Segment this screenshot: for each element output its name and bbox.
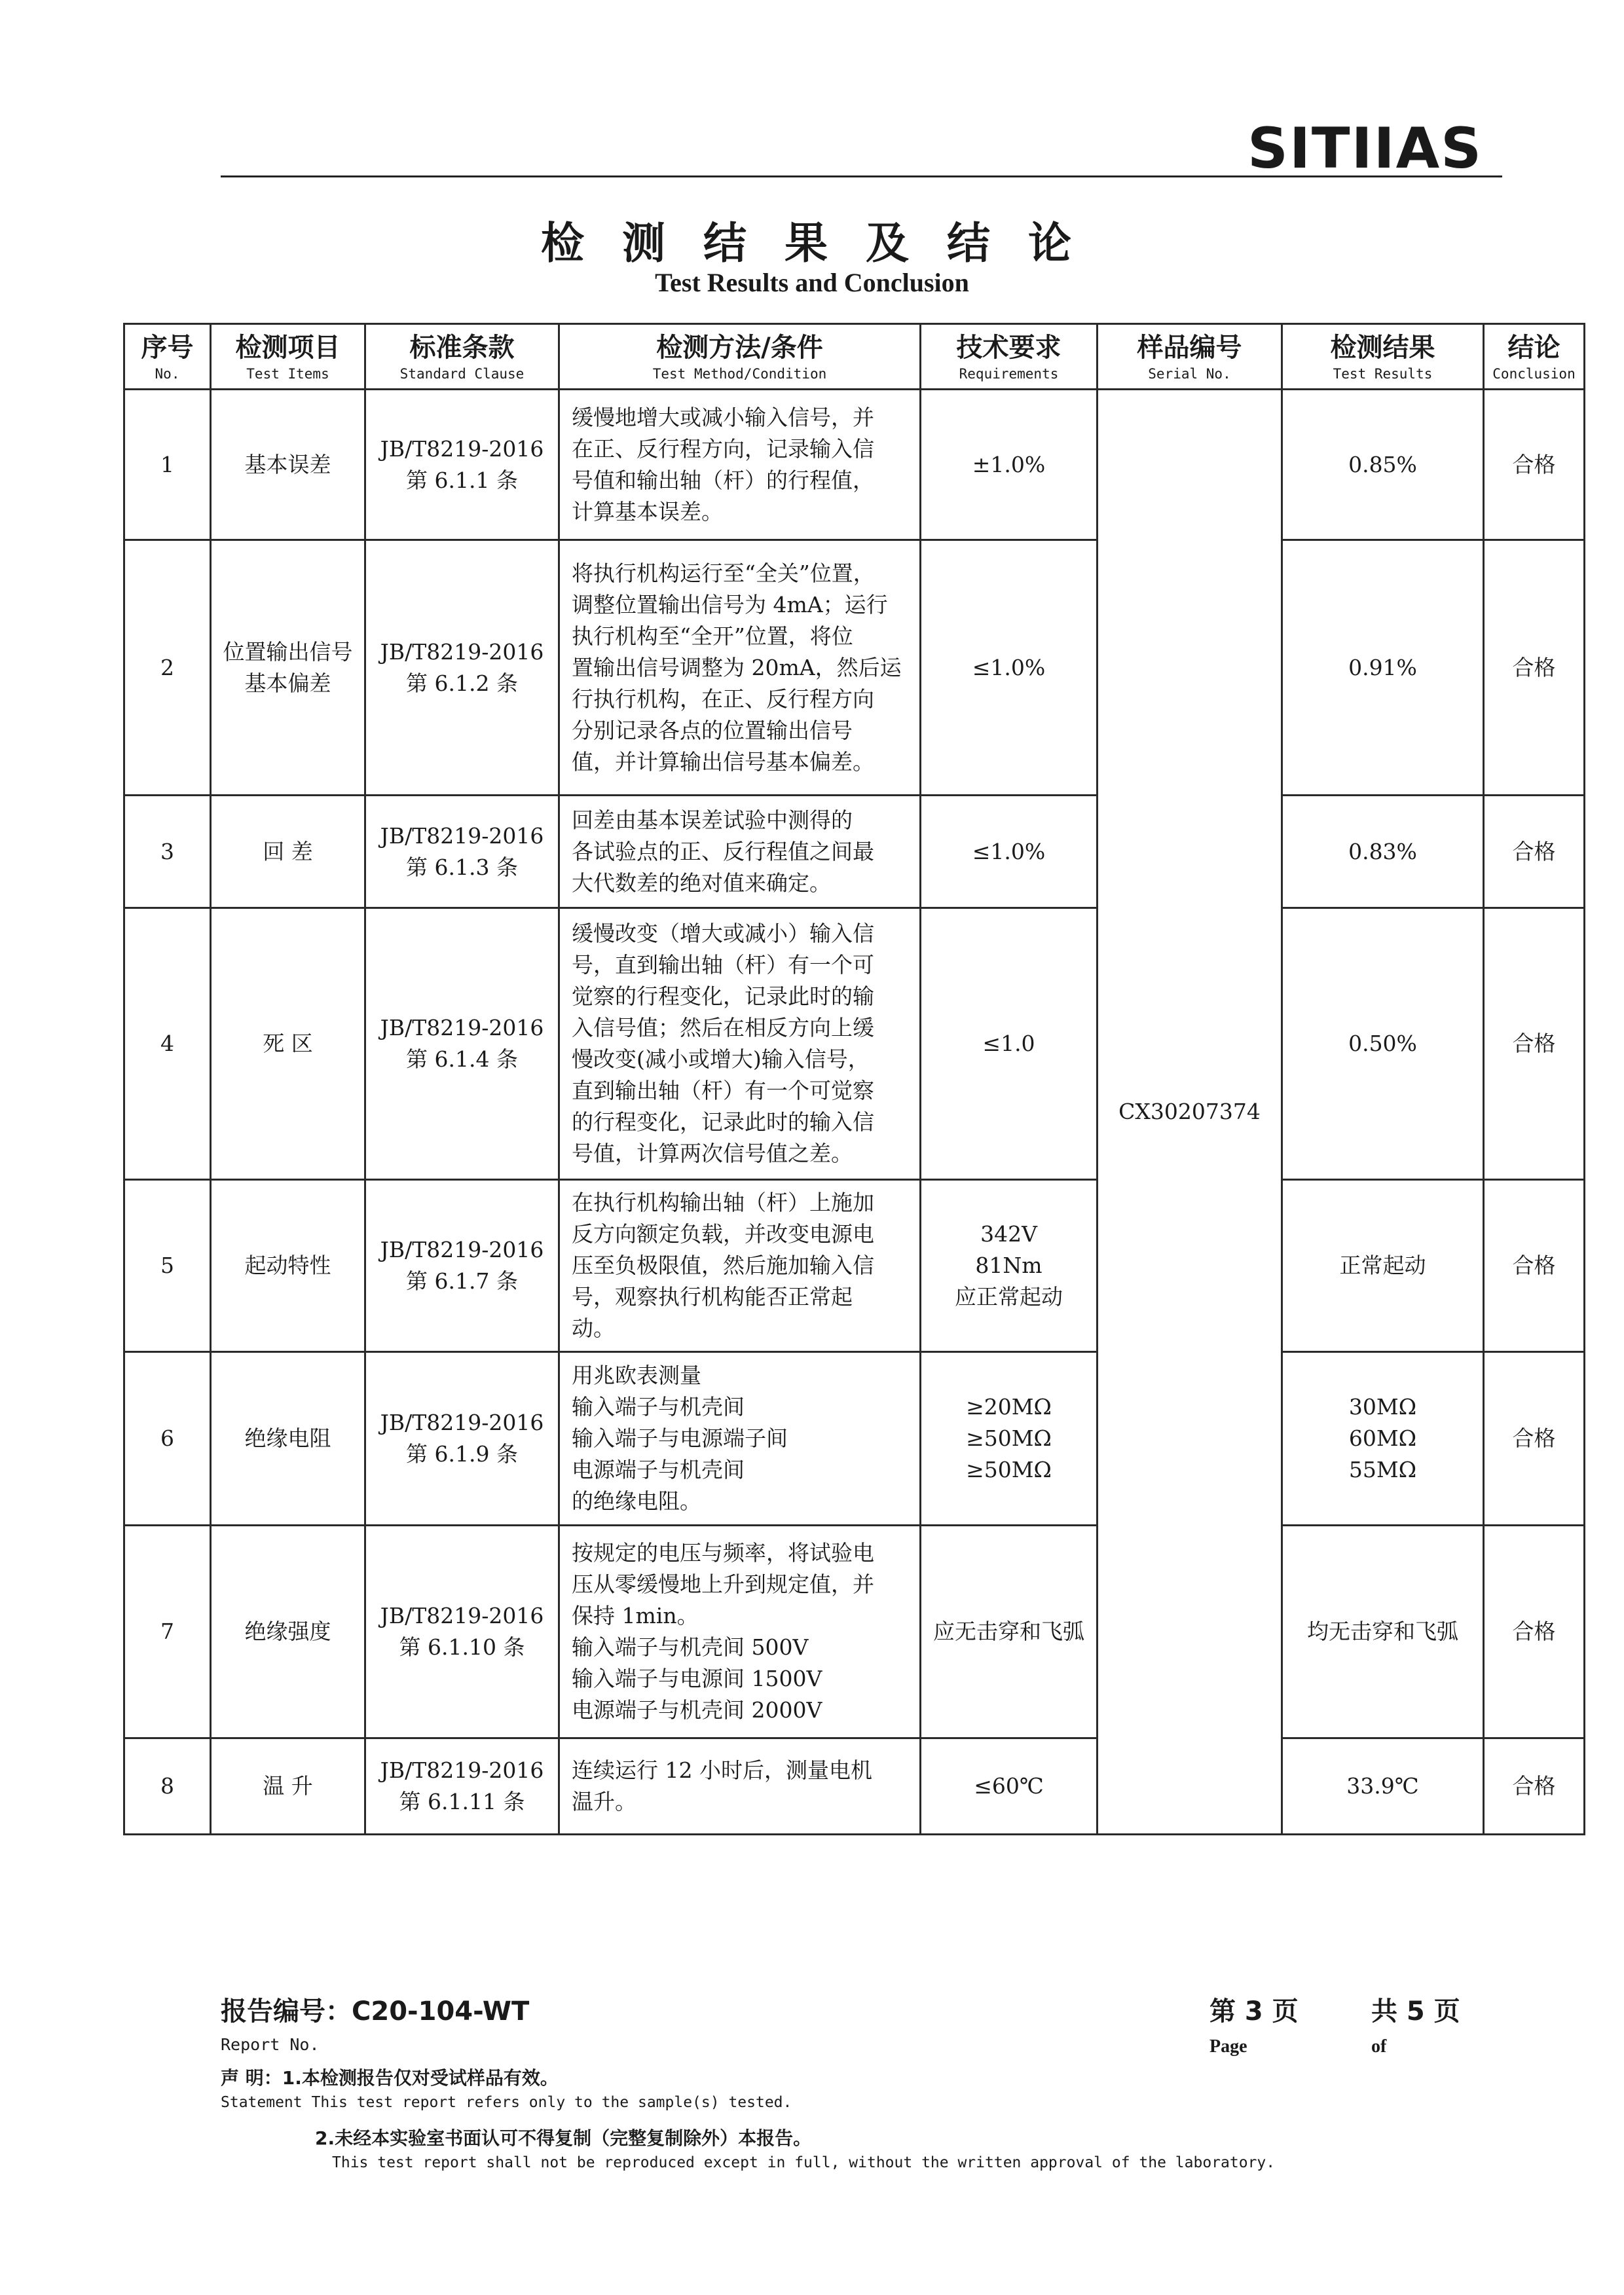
statement-1-en: Statement This test report refers only to the sample(s) tested. (221, 2094, 792, 2111)
requirement-line: ≥50MΩ (966, 1425, 1052, 1451)
conclusion: 合格 (1484, 796, 1585, 908)
clause-line: JB/T8219-2016 (380, 638, 544, 665)
method-line: 在正、反行程方向，记录输入信 (572, 435, 874, 462)
method-line: 觉察的行程变化，记录此时的输 (572, 983, 874, 1009)
clause-line: JB/T8219-2016 (380, 822, 544, 849)
test-method (559, 908, 921, 1180)
test-method (559, 1352, 921, 1526)
header-rule (221, 175, 1502, 177)
table-row (124, 1526, 1585, 1738)
results-table (123, 323, 1585, 1835)
test-item: 温 升 (211, 1738, 365, 1835)
method-line: 将执行机构运行至“全关”位置， (572, 560, 875, 586)
requirement-line: 应无击穿和飞弧 (933, 1619, 1084, 1644)
table-row (124, 540, 1585, 796)
header-serial-no: 样品编号 Serial No. (1098, 324, 1282, 390)
test-result (1282, 1180, 1484, 1352)
serial-number: CX30207374 (1098, 390, 1282, 1835)
requirement-line: ≥20MΩ (966, 1394, 1052, 1420)
method-line: 计算基本误差。 (572, 498, 723, 524)
page-number: 第 3 页 (1209, 1996, 1299, 2027)
results-table-wrap (123, 323, 1583, 1830)
standard-clause (365, 796, 559, 908)
test-item: 死 区 (211, 908, 365, 1180)
method-line: 置输出信号调整为 20mA，然后运 (572, 654, 902, 680)
statement-1-cn: 声 明：1.本检测报告仅对受试样品有效。 (221, 2067, 559, 2089)
table-row (124, 908, 1585, 1180)
method-line: 电源端子与机壳间 2000V (572, 1697, 822, 1723)
table-row (124, 1352, 1585, 1526)
sitiias-logo (1247, 117, 1496, 175)
result-line: 60MΩ (1348, 1425, 1417, 1451)
method-line: 慢改变(减小或增大)输入信号， (572, 1046, 870, 1072)
test-item: 绝缘电阻 (211, 1352, 365, 1526)
requirement (921, 390, 1098, 540)
method-line: 缓慢改变（增大或减小）输入信 (572, 921, 874, 946)
clause-line: JB/T8219-2016 (380, 1603, 544, 1628)
method-line: 大代数差的绝对值来确定。 (572, 870, 831, 896)
page-label-en: Page (1209, 2036, 1247, 2057)
conclusion: 合格 (1484, 1180, 1585, 1352)
method-line: 压从零缓慢地上升到规定值，并 (572, 1571, 874, 1597)
standard-clause (365, 1738, 559, 1835)
header-standard-clause: 标准条款 Standard Clause (365, 324, 559, 390)
clause-line: 第 6.1.4 条 (406, 1046, 518, 1072)
clause-line: 第 6.1.7 条 (406, 1268, 518, 1294)
header-test-method: 检测方法/条件 Test Method/Condition (559, 324, 921, 390)
requirement-line: 342V (980, 1221, 1037, 1247)
requirement-line: ≥50MΩ (966, 1457, 1052, 1482)
standard-clause (365, 1526, 559, 1738)
method-line: 反方向额定负载，并改变电源电 (572, 1221, 874, 1247)
header-no: 序号 No. (124, 324, 211, 390)
table-row (124, 1180, 1585, 1352)
method-line: 的行程变化，记录此时的输入信 (572, 1109, 874, 1135)
conclusion: 合格 (1484, 1738, 1585, 1835)
standard-clause (365, 908, 559, 1180)
result-line: 55MΩ (1348, 1457, 1417, 1482)
report-number-label-en: Report No. (221, 2035, 320, 2054)
conclusion: 合格 (1484, 1352, 1585, 1526)
row-number: 6 (124, 1352, 211, 1526)
method-line: 动。 (572, 1315, 615, 1341)
statement-2-cn: 2.未经本实验室书面认可不得复制（完整复制除外）本报告。 (315, 2127, 812, 2149)
row-number: 4 (124, 908, 211, 1180)
conclusion: 合格 (1484, 540, 1585, 796)
method-line: 输入端子与电源端子间 (572, 1425, 788, 1451)
requirement (921, 1526, 1098, 1738)
test-method (559, 1526, 921, 1738)
clause-line: JB/T8219-2016 (380, 1015, 544, 1040)
result-line: 0.91% (1348, 654, 1417, 680)
requirement (921, 1352, 1098, 1526)
requirement-line: ≤1.0% (972, 838, 1046, 864)
requirement (921, 796, 1098, 908)
test-item: 起动特性 (211, 1180, 365, 1352)
test-result (1282, 1526, 1484, 1738)
clause-line: 第 6.1.2 条 (406, 670, 518, 696)
method-line: 各试验点的正、反行程值之间最 (572, 838, 874, 864)
result-line: 均无击穿和飞弧 (1307, 1619, 1458, 1644)
clause-line: 第 6.1.11 条 (399, 1789, 525, 1814)
method-line: 行执行机构，在正、反行程方向 (572, 686, 874, 712)
conclusion: 合格 (1484, 908, 1585, 1180)
clause-line: JB/T8219-2016 (380, 1410, 544, 1435)
method-line: 输入端子与机壳间 (572, 1394, 745, 1420)
standard-clause (365, 1352, 559, 1526)
requirement (921, 1180, 1098, 1352)
method-line: 输入端子与机壳间 500V (572, 1634, 809, 1660)
method-line: 按规定的电压与频率，将试验电 (572, 1540, 874, 1566)
test-method (559, 1738, 921, 1835)
standard-clause (365, 540, 559, 796)
method-line: 号值，计算两次信号值之差。 (572, 1141, 853, 1166)
method-line: 温升。 (572, 1789, 637, 1814)
row-number: 7 (124, 1526, 211, 1738)
clause-line: 第 6.1.9 条 (406, 1441, 518, 1467)
header-requirements: 技术要求 Requirements (921, 324, 1098, 390)
report-number: 报告编号：C20-104-WT (221, 1996, 530, 2027)
test-item: 基本误差 (211, 390, 365, 540)
total-pages-label-en: of (1371, 2036, 1387, 2057)
row-number: 2 (124, 540, 211, 796)
requirement-line: ±1.0% (972, 451, 1046, 477)
clause-line: 第 6.1.3 条 (406, 854, 518, 880)
statement-2-en: This test report shall not be reproduced except in full, without the written approval of the laboratory. (332, 2154, 1276, 2171)
result-line: 0.50% (1348, 1031, 1417, 1056)
test-result (1282, 796, 1484, 908)
conclusion: 合格 (1484, 390, 1585, 540)
clause-line: 第 6.1.1 条 (406, 467, 518, 493)
method-line: 保持 1min。 (572, 1603, 699, 1628)
method-line: 缓慢地增大或减小输入信号，并 (572, 404, 874, 430)
requirement-line: ≤1.0 (982, 1031, 1035, 1056)
result-line: 33.9℃ (1346, 1773, 1419, 1799)
table-row (124, 1738, 1585, 1835)
row-number: 3 (124, 796, 211, 908)
method-line: 电源端子与机壳间 (572, 1457, 745, 1482)
method-line: 调整位置输出信号为 4mA；运行 (572, 591, 888, 617)
requirement (921, 540, 1098, 796)
row-number: 5 (124, 1180, 211, 1352)
row-number: 1 (124, 390, 211, 540)
method-line: 分别记录各点的位置输出信号 (572, 717, 853, 743)
test-item: 绝缘强度 (211, 1526, 365, 1738)
method-line: 连续运行 12 小时后，测量电机 (572, 1757, 872, 1783)
method-line: 用兆欧表测量 (572, 1363, 701, 1388)
result-line: 正常起动 (1339, 1253, 1426, 1278)
test-result (1282, 1738, 1484, 1835)
method-line: 压至负极限值，然后施加输入信 (572, 1253, 874, 1278)
result-line: 0.85% (1348, 451, 1417, 477)
page-subtitle: Test Results and Conclusion (655, 268, 969, 297)
header-test-results: 检测结果 Test Results (1282, 324, 1484, 390)
header-test-items: 检测项目 Test Items (211, 324, 365, 390)
method-line: 回差由基本误差试验中测得的 (572, 807, 853, 833)
method-line: 号，观察执行机构能否正常起 (572, 1284, 853, 1310)
method-line: 执行机构至“全开”位置，将位 (572, 623, 853, 649)
logo-text: SITIIAS (1247, 117, 1483, 175)
method-line: 号，直到输出轴（杆）有一个可 (572, 952, 874, 978)
requirement-line: ≤1.0% (972, 654, 1046, 680)
conclusion: 合格 (1484, 1526, 1585, 1738)
test-method (559, 390, 921, 540)
table-row (124, 390, 1585, 540)
standard-clause (365, 390, 559, 540)
result-line: 0.83% (1348, 838, 1417, 864)
test-item: 位置输出信号基本偏差 (211, 540, 365, 796)
total-pages: 共 5 页 (1371, 1996, 1460, 2027)
table-header-row (124, 324, 1585, 390)
clause-line: 第 6.1.10 条 (399, 1634, 525, 1660)
row-number: 8 (124, 1738, 211, 1835)
method-line: 入信号值；然后在相反方向上缓 (572, 1015, 874, 1040)
method-line: 在执行机构输出轴（杆）上施加 (572, 1190, 874, 1215)
requirement (921, 908, 1098, 1180)
method-line: 输入端子与电源间 1500V (572, 1666, 822, 1691)
test-result (1282, 1352, 1484, 1526)
requirement-line: 81Nm (975, 1253, 1043, 1278)
method-line: 的绝缘电阻。 (572, 1488, 701, 1514)
test-result (1282, 908, 1484, 1180)
requirement (921, 1738, 1098, 1835)
requirement-line: ≤60℃ (974, 1773, 1044, 1799)
method-line: 号值和输出轴（杆）的行程值， (572, 467, 874, 493)
table-row (124, 796, 1585, 908)
clause-line: JB/T8219-2016 (380, 1237, 544, 1262)
test-result (1282, 390, 1484, 540)
method-line: 值，并计算输出信号基本偏差。 (572, 748, 874, 775)
result-line: 30MΩ (1348, 1394, 1417, 1420)
page-title: 检测结果及结论 (541, 218, 1109, 268)
test-item: 回 差 (211, 796, 365, 908)
clause-line: JB/T8219-2016 (380, 435, 544, 462)
requirement-line: 应正常起动 (955, 1284, 1063, 1310)
standard-clause (365, 1180, 559, 1352)
clause-line: JB/T8219-2016 (380, 1757, 544, 1783)
method-line: 直到输出轴（杆）有一个可觉察 (572, 1078, 874, 1103)
test-method (559, 1180, 921, 1352)
test-method (559, 796, 921, 908)
test-method (559, 540, 921, 796)
header-conclusion: 结论 Conclusion (1484, 324, 1585, 390)
test-result (1282, 540, 1484, 796)
